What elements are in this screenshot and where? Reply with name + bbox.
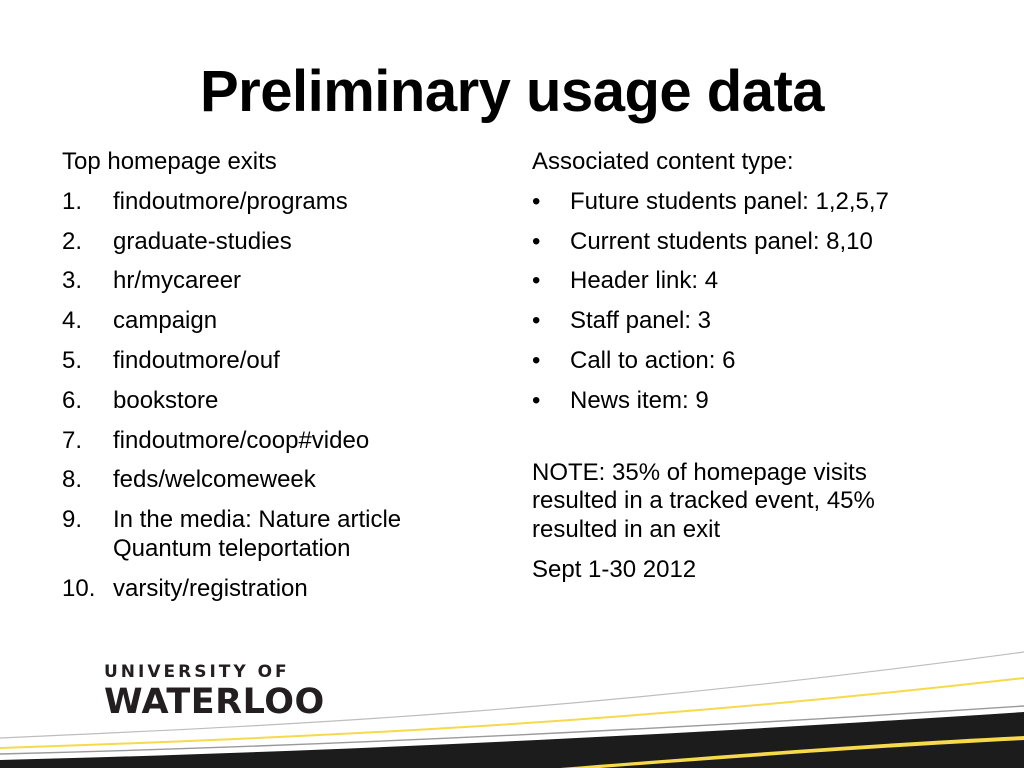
list-number: 1.	[62, 187, 83, 215]
list-item-text: hr/mycareer	[113, 267, 242, 295]
bullet-icon: •	[532, 187, 541, 215]
list-item	[62, 427, 482, 456]
list-item-text: graduate-studies	[113, 227, 292, 255]
bullet-icon: •	[532, 227, 541, 255]
list-number: 10.	[62, 574, 96, 602]
list-number: 9.	[62, 506, 83, 534]
list-item-text: campaign	[113, 307, 218, 335]
list-item	[532, 267, 972, 296]
list-number: 6.	[62, 386, 83, 414]
list-item-text: findoutmore/programs	[113, 187, 348, 215]
list-item-text: varsity/registration	[113, 574, 308, 602]
bullet-icon: •	[532, 307, 541, 335]
list-item	[62, 267, 482, 296]
university-logo	[104, 664, 325, 720]
list-item-text: Staff panel: 3	[570, 307, 711, 335]
list-item	[62, 387, 482, 416]
list-item	[62, 466, 482, 495]
list-item	[532, 307, 972, 336]
list-item-text: feds/welcomeweek	[113, 466, 316, 494]
list-number: 2.	[62, 227, 83, 255]
list-item-text: findoutmore/coop#video	[113, 426, 370, 454]
right-column	[532, 148, 972, 585]
list-item-text: Call to action: 6	[570, 346, 736, 374]
content-type-heading: Associated content type:	[532, 148, 794, 175]
list-item-text: bookstore	[113, 386, 219, 414]
logo-line-university-of: UNIVERSITY OF	[104, 662, 290, 682]
date-range: Sept 1-30 2012	[532, 555, 697, 583]
list-item-text: Header link: 4	[570, 267, 719, 295]
logo-line-waterloo: WATERLOO	[104, 682, 325, 722]
content-type-list	[532, 188, 972, 416]
list-item	[62, 307, 482, 336]
list-number: 5.	[62, 346, 83, 374]
exits-list	[62, 188, 482, 604]
list-number: 7.	[62, 426, 83, 454]
list-item-text: Future students panel: 1,2,5,7	[570, 187, 889, 215]
list-number: 3.	[62, 267, 83, 295]
list-item	[532, 347, 972, 376]
slide-title: Preliminary usage data	[199, 59, 825, 124]
list-item	[532, 188, 972, 217]
exits-heading: Top homepage exits	[62, 148, 277, 175]
list-item-text: In the media: Nature article Quantum teleportation	[113, 506, 402, 562]
list-item	[62, 506, 458, 564]
list-item	[62, 575, 482, 604]
bullet-icon: •	[532, 386, 541, 414]
list-item	[532, 387, 972, 416]
list-item	[62, 188, 482, 217]
usage-note: NOTE: 35% of homepage visits resulted in a tracked event, 45% resulted in an exit	[532, 458, 875, 544]
list-item-text: News item: 9	[570, 386, 709, 414]
list-item	[62, 347, 482, 376]
left-column	[62, 148, 482, 615]
list-item	[532, 228, 972, 257]
list-number: 8.	[62, 466, 83, 494]
list-number: 4.	[62, 307, 83, 335]
list-item-text: findoutmore/ouf	[113, 346, 280, 374]
list-item	[62, 228, 482, 257]
bullet-icon: •	[532, 346, 541, 374]
list-item-text: Current students panel: 8,10	[570, 227, 873, 255]
bullet-icon: •	[532, 267, 541, 295]
